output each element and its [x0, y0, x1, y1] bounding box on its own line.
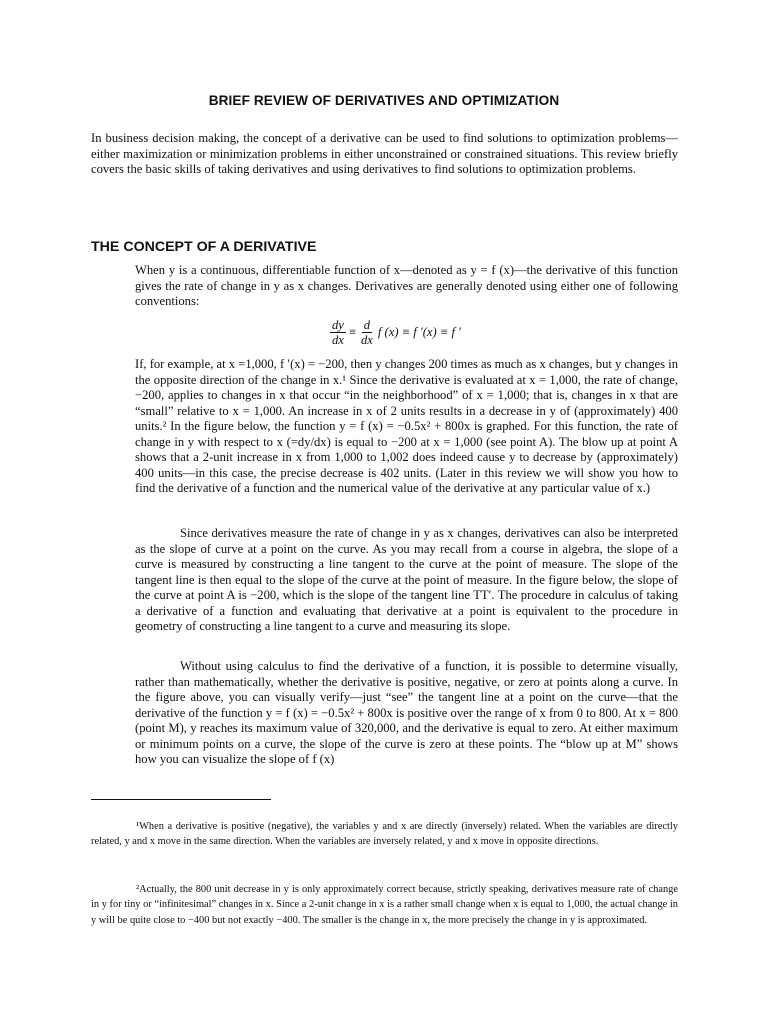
paragraph-1-lead: When y is a continuous, differentiable function of x—denoted as y = f (x)—the derivative of this function gives the rate of change in y as x changes. Derivatives are generally denoted using either one of following conventions: — [135, 263, 678, 309]
document-title: BRIEF REVIEW OF DERIVATIVES AND OPTIMIZATION — [208, 93, 560, 108]
fraction-numerator: d — [363, 317, 371, 332]
derivative-notation-formula — [330, 313, 461, 351]
equivalence-sign: ≡ — [348, 324, 356, 339]
fraction-denominator: dx — [361, 332, 373, 347]
formula-remainder: f (x) ≡ f ′(x) ≡ f ′ — [377, 324, 461, 339]
footnote-divider — [91, 799, 271, 800]
paragraph-2: Since derivatives measure the rate of change in y as x changes, derivatives can also be interpreted as the slope of curve at a point on the curve. As you may recall from a course in algebra, the slope of a curve is measured by constructing a line tangent to the curve at the point of measure. The slope of the tangent line is then equal to the slope of the curve at the point of measure. In the figure below, the slope of the curve at point A is −200, which is the slope of the tangent line TT′. The procedure in calculus of taking a derivative of a function and evaluating that derivative at a point is equivalent to the procedure in geometry of constructing a line tangent to a curve and measuring its slope. — [135, 526, 678, 634]
section-heading: THE CONCEPT OF A DERIVATIVE — [91, 239, 317, 255]
fraction-denominator: dx — [332, 332, 344, 347]
footnote-2: ²Actually, the 800 unit decrease in y is only approximately correct because, strictly speaking, derivatives measure rate of change in y for tiny or “infinitesimal” changes in x. Since a 2-unit change in x is a rather small change when x is equal to 1,000, the actual change in y will be quite close to −400 but not exactly −400. The smaller is the change in x, the more precisely the change in y is approximated. — [91, 884, 678, 926]
fraction-d-dx — [359, 318, 375, 347]
intro-paragraph: In business decision making, the concept of a derivative can be used to find solutions to optimization problems—either maximization or minimization problems in either unconstrained or constrained situations. This review briefly covers the basic skills of taking derivatives and using derivatives to find solutions to optimization problems. — [91, 131, 678, 177]
fraction-dy-dx — [330, 318, 346, 347]
footnote-1: ¹When a derivative is positive (negative), the variables y and x are directly (inversely) related. When the variables are directly related, y and x move in the same direction. When the variables are inversely related, y and x move in opposite directions. — [91, 821, 678, 848]
paragraph-3: Without using calculus to find the derivative of a function, it is possible to determine visually, rather than mathematically, whether the derivative is positive, negative, or zero at points along a curve. In the figure above, you can visually verify—just “see” the tangent line at a point on the curve—that the derivative of the function y = f (x) = −0.5x² + 800x is positive over the range of x from 0 to 800. At x = 800 (point M), y reaches its maximum value of 320,000, and the derivative is equal to zero. At either maximum or minimum points on a curve, the slope of the curve is zero at these points. The “blow up at M” shows how you can visualize the slope of f (x) — [135, 659, 678, 767]
fraction-numerator: dy — [332, 317, 344, 332]
paragraph-1-continued: If, for example, at x =1,000, f ′(x) = −200, then y changes 200 times as much as x changes, but y changes in the opposite direction of the change in x.¹ Since the derivative is evaluated at x = 1,000, the rate of change, −200, applies to changes in x that occur “in the neighborhood” of x = 1,000; that is, changes in x that are “small” relative to x = 1,000. An increase in x of 2 units results in a decrease in y of (approximately) 400 units.² In the figure below, the function y = f (x) = −0.5x² + 800x is graphed. For this function, the rate of change in y with respect to x (=dy/dx) is equal to −200 at x = 1,000 (see point A). The blow up at point A shows that a 2-unit increase in x from 1,000 to 1,002 does indeed cause y to decrease by (approximately) 400 units—in this case, the precise decrease is 402 units. (Later in this review we will show you how to find the derivative of a function and the numerical value of the derivative at any particular value of x.) — [135, 357, 678, 496]
